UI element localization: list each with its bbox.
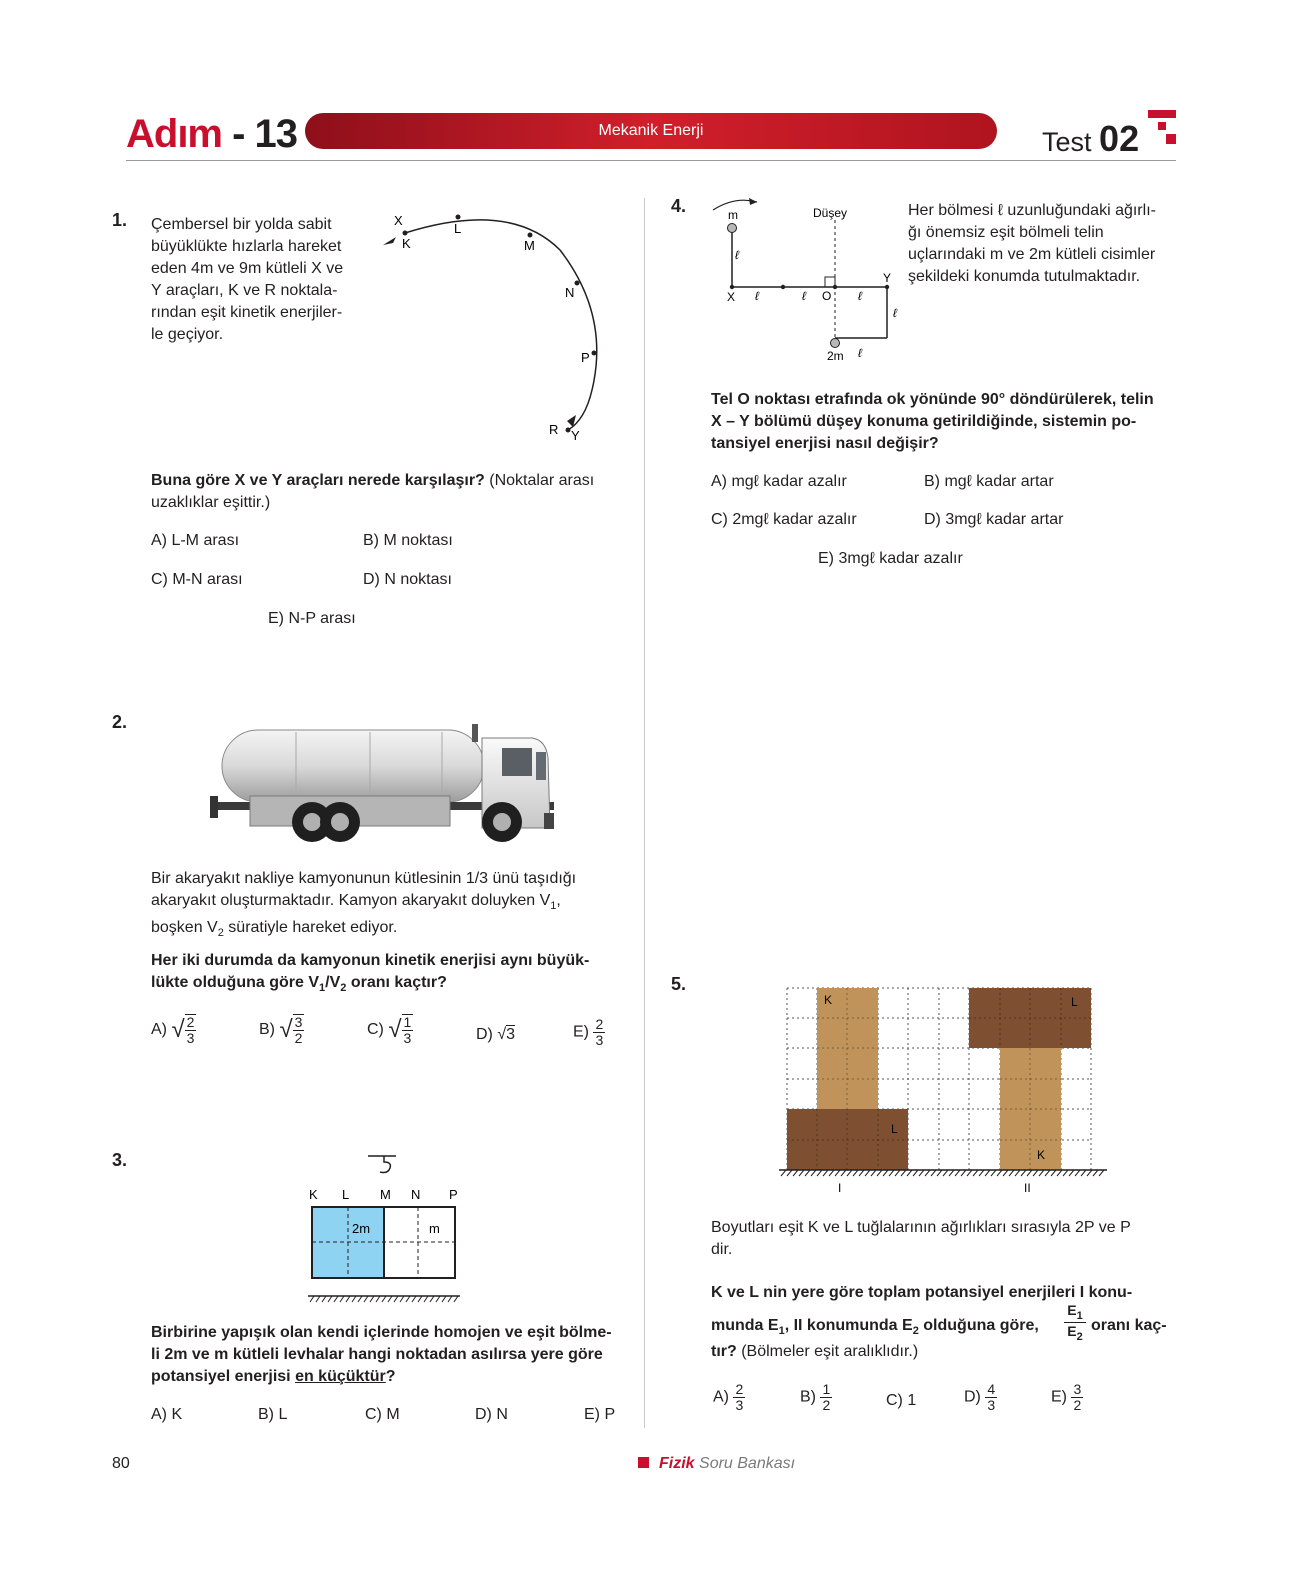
q5-number: 5.: [671, 974, 687, 994]
option-label: E): [1051, 1388, 1067, 1406]
q1-line: Y araçları, K ve R noktala-: [151, 282, 338, 299]
ratio-den: E: [1067, 1322, 1077, 1339]
q5-brick-l1: L: [891, 1122, 898, 1136]
q5-sub: 1: [778, 1325, 785, 1338]
q4-label-vertical: Düşey: [813, 206, 848, 220]
test-label: [1042, 118, 1139, 160]
q3-point-n: N: [411, 1187, 421, 1202]
q4-question: [711, 389, 1177, 455]
q1-question-line2: uzaklıklar eşittir.): [151, 494, 271, 511]
frac-num: 2: [735, 1381, 744, 1397]
q2-question-mid: /V: [325, 974, 341, 991]
frac-num: 2: [186, 1014, 195, 1030]
q3-point-k: K: [309, 1187, 318, 1202]
frac-den: 3: [595, 1032, 604, 1048]
q2-question: [151, 950, 621, 999]
topic-title: Mekanik Enerji: [598, 122, 704, 139]
q2-option-a[interactable]: [151, 1014, 196, 1046]
option-label: D): [476, 1026, 493, 1043]
q2-text-line2: akaryakıt oluşturmaktadır. Kamyon akaryakıt doluyken V: [151, 892, 551, 909]
q5-brick-l2: L: [1071, 995, 1078, 1009]
q5-q-part: , II konumunda E: [784, 1317, 913, 1334]
q2-sub: 1: [550, 900, 557, 913]
q1-label-n: N: [565, 285, 575, 300]
q5-q-part: munda E: [711, 1317, 779, 1334]
q2-question-line2: lükte olduğuna göre V: [151, 974, 320, 991]
q3-mass-2m: 2m: [352, 1221, 371, 1236]
q5-position-ii: II: [1024, 1181, 1031, 1195]
q4-label-o: O: [822, 289, 832, 303]
q3-mass-m: m: [429, 1221, 440, 1236]
sqrt-icon: √: [388, 1016, 402, 1043]
test-number: 02: [1099, 118, 1140, 159]
option-label: C): [886, 1392, 903, 1409]
q4-label-2m: 2m: [827, 349, 844, 363]
ratio-sub: 2: [1076, 1330, 1083, 1343]
q4-ell: ℓ: [735, 248, 739, 262]
q2-text-line3: boşken V: [151, 919, 218, 937]
q4-question-line: X – Y bölümü düşey konuma getirildiğinde, sistemin po-: [711, 413, 1137, 430]
q4-wire-diagram: [705, 192, 905, 368]
q5-text: [711, 1217, 1177, 1261]
q1-circular-path-diagram: [380, 205, 620, 450]
sqrt-icon: √: [171, 1016, 185, 1043]
q3-point-l: L: [342, 1187, 350, 1202]
logo: [126, 112, 297, 157]
frac-den: 2: [822, 1397, 831, 1413]
q5-option-b[interactable]: [800, 1382, 832, 1413]
q1-line: le geçiyor.: [151, 326, 224, 343]
q5-brick-k1: K: [824, 993, 833, 1007]
q2-sub: 2: [340, 982, 347, 995]
frac-num: 3: [294, 1014, 303, 1030]
q4-ell: ℓ: [858, 346, 862, 360]
sqrt-icon: √: [497, 1026, 507, 1043]
q3-plates-diagram: [300, 1150, 470, 1310]
q1-question-bold: Buna göre X ve Y araçları nerede karşılaşır?: [151, 472, 485, 489]
q5-question-line2-end: oranı kaç-: [1091, 1317, 1167, 1334]
q4-label-y: Y: [883, 271, 892, 285]
q3-question-line1: Birbirine yapışık olan kendi içlerinde homojen ve eşit bölme-: [151, 1324, 612, 1341]
q1-label-k: K: [402, 236, 411, 251]
q4-option-e[interactable]: E) 3mgℓ kadar azalır: [818, 550, 963, 567]
q2-question-line1: Her iki durumda da kamyonun kinetik enerjisi aynı büyük-: [151, 952, 590, 969]
q5-sub: 2: [912, 1325, 919, 1338]
q3-question-end: ?: [385, 1368, 396, 1385]
q1-label-m: M: [524, 238, 535, 253]
q4-question-line: tansiyel enerjisi nasıl değişir?: [711, 435, 939, 452]
q4-line: Her bölmesi ℓ uzunluğundaki ağırlı-: [908, 202, 1156, 219]
q1-option-a[interactable]: A) L-M arası: [151, 532, 240, 549]
option-label: A): [713, 1388, 729, 1406]
frac-num: 3: [1073, 1381, 1082, 1397]
q4-text: [908, 200, 1178, 288]
option-label: B): [800, 1388, 816, 1406]
q5-ratio: [1064, 1302, 1086, 1343]
q1-option-c[interactable]: C) M-N arası: [151, 571, 243, 588]
q4-ell: ℓ: [802, 289, 806, 303]
frac-den: 3: [987, 1397, 996, 1413]
q1-option-d[interactable]: D) N noktası: [363, 571, 452, 588]
sqrt-value: 3: [506, 1026, 516, 1043]
q4-option-a[interactable]: A) mgℓ kadar azalır: [711, 473, 847, 490]
option-label: B): [259, 1021, 275, 1039]
q3-option-c[interactable]: C) M: [365, 1406, 400, 1423]
q3-question-line3: potansiyel enerjisi: [151, 1368, 296, 1385]
q5-text-line1: Boyutları eşit K ve L tuğlalarının ağırlıkları sırasıyla 2P ve P: [711, 1219, 1131, 1236]
frac-num: 1: [403, 1014, 412, 1030]
q5-text-line2: dir.: [711, 1241, 733, 1258]
q1-option-e[interactable]: E) N-P arası: [268, 610, 356, 627]
q5-q-part: olduğuna göre,: [918, 1317, 1039, 1334]
q2-option-e[interactable]: [573, 1017, 605, 1048]
q3-option-e[interactable]: E) P: [584, 1406, 616, 1423]
q3-number: 3.: [112, 1150, 128, 1170]
test-icon: [1148, 110, 1178, 150]
q5-brick-k2: K: [1037, 1148, 1046, 1162]
frac-den: 3: [403, 1030, 412, 1046]
q3-option-d[interactable]: D) N: [475, 1406, 508, 1423]
q4-option-c[interactable]: C) 2mgℓ kadar azalır: [711, 511, 857, 528]
q5-question-line1: K ve L nin yere göre toplam potansiyel enerjileri I konu-: [711, 1284, 1133, 1301]
q5-option-a[interactable]: [713, 1382, 745, 1413]
q4-line: şekildeki konumda tutulmaktadır.: [908, 268, 1141, 285]
q4-ell: ℓ: [893, 306, 897, 320]
option-label: A): [151, 1021, 167, 1039]
page-number: 80: [112, 1455, 130, 1472]
ratio-sub: 1: [1076, 1309, 1083, 1322]
q2-option-d[interactable]: [476, 1026, 515, 1044]
brand-square-icon: [638, 1457, 649, 1468]
column-divider: [644, 198, 645, 1428]
q1-label-x: X: [394, 213, 403, 228]
q1-number: 1.: [112, 210, 128, 230]
q1-label-r: R: [549, 422, 559, 437]
q1-line: eden 4m ve 9m kütleli X ve: [151, 260, 344, 277]
q2-text: [151, 868, 621, 944]
q5-q-part: tır?: [711, 1343, 737, 1360]
q3-option-a[interactable]: A) K: [151, 1406, 183, 1423]
q2-tanker-truck-image: [210, 718, 560, 848]
header-rule: [126, 160, 1176, 161]
q5-q-part: (Bölmeler eşit aralıklıdır.): [736, 1343, 919, 1360]
q5-question-line3: [711, 1341, 1177, 1363]
q2-question-end: oranı kaçtır?: [346, 974, 447, 991]
q5-position-i: I: [838, 1181, 842, 1195]
q2-text-line3-end: süratiyle hareket ediyor.: [223, 919, 398, 937]
q1-question-rest: (Noktalar arası: [484, 472, 595, 489]
q4-option-d[interactable]: D) 3mgℓ kadar artar: [924, 511, 1064, 528]
frac-num: 1: [822, 1381, 831, 1397]
q5-option-c[interactable]: [886, 1392, 916, 1410]
footer-brand: [638, 1455, 795, 1473]
q4-label-m: m: [728, 208, 738, 222]
frac-den: 3: [186, 1030, 195, 1046]
logo-word: Adım: [126, 112, 222, 156]
q3-question: [151, 1322, 621, 1388]
footer-book: Soru Bankası: [699, 1455, 796, 1472]
q5-option-d[interactable]: [964, 1382, 997, 1413]
q4-option-b[interactable]: B) mgℓ kadar artar: [924, 473, 1054, 490]
q4-question-line: Tel O noktası etrafında ok yönünde 90° döndürülerek, telin: [711, 391, 1154, 408]
q2-option-c[interactable]: [367, 1014, 413, 1046]
q3-point-m: M: [380, 1187, 391, 1202]
q1-label-p: P: [581, 350, 590, 365]
q1-line: rından eşit kinetik enerjiler-: [151, 304, 343, 321]
q2-sub: 1: [319, 982, 326, 995]
test-word: Test: [1042, 127, 1092, 157]
q4-number: 4.: [671, 196, 687, 216]
q4-ell: ℓ: [858, 289, 862, 303]
q3-point-p: P: [449, 1187, 458, 1202]
q1-line: Çembersel bir yolda sabit: [151, 216, 332, 233]
option-label: D): [964, 1388, 981, 1406]
q1-label-l: L: [454, 221, 462, 236]
q2-option-b[interactable]: [259, 1014, 304, 1046]
footer-subject: Fizik: [659, 1455, 695, 1472]
frac-num: 2: [595, 1016, 604, 1032]
logo-number: - 13: [232, 112, 298, 156]
sqrt-icon: √: [279, 1016, 293, 1043]
frac-den: 3: [735, 1397, 744, 1413]
frac-den: 2: [294, 1030, 303, 1046]
q1-question: [151, 470, 621, 514]
q4-ell: ℓ: [755, 289, 759, 303]
q4-line: ğı önemsiz eşit bölmeli telin: [908, 224, 1104, 241]
q3-option-b[interactable]: B) L: [258, 1406, 288, 1423]
ratio-num: E: [1067, 1302, 1077, 1318]
option-label: C): [367, 1021, 384, 1039]
q3-question-line2: li 2m ve m kütleli levhalar hangi noktadan asılırsa yere göre: [151, 1346, 603, 1363]
q1-line: büyüklükte hızlarla hareket: [151, 238, 342, 255]
q2-sub: 2: [217, 927, 224, 940]
q4-label-x: X: [727, 290, 736, 304]
q1-text: [151, 214, 361, 346]
option-label: E): [573, 1023, 589, 1041]
frac-den: 2: [1073, 1397, 1082, 1413]
q2-text-line1: Bir akaryakıt nakliye kamyonunun kütlesinin 1/3 ünü taşıdığı: [151, 870, 577, 887]
option-value: 1: [907, 1392, 917, 1409]
q5-option-e[interactable]: [1051, 1382, 1083, 1413]
q5-bricks-diagram: [775, 980, 1115, 1200]
q2-text-line2-end: ,: [556, 892, 561, 909]
q3-question-underlined: en küçüktür: [295, 1368, 386, 1385]
q1-label-y: Y: [571, 428, 580, 443]
q2-number: 2.: [112, 712, 128, 732]
q4-line: uçlarındaki m ve 2m kütleli cisimler: [908, 246, 1156, 263]
frac-num: 4: [987, 1381, 996, 1397]
q1-option-b[interactable]: B) M noktası: [363, 532, 453, 549]
